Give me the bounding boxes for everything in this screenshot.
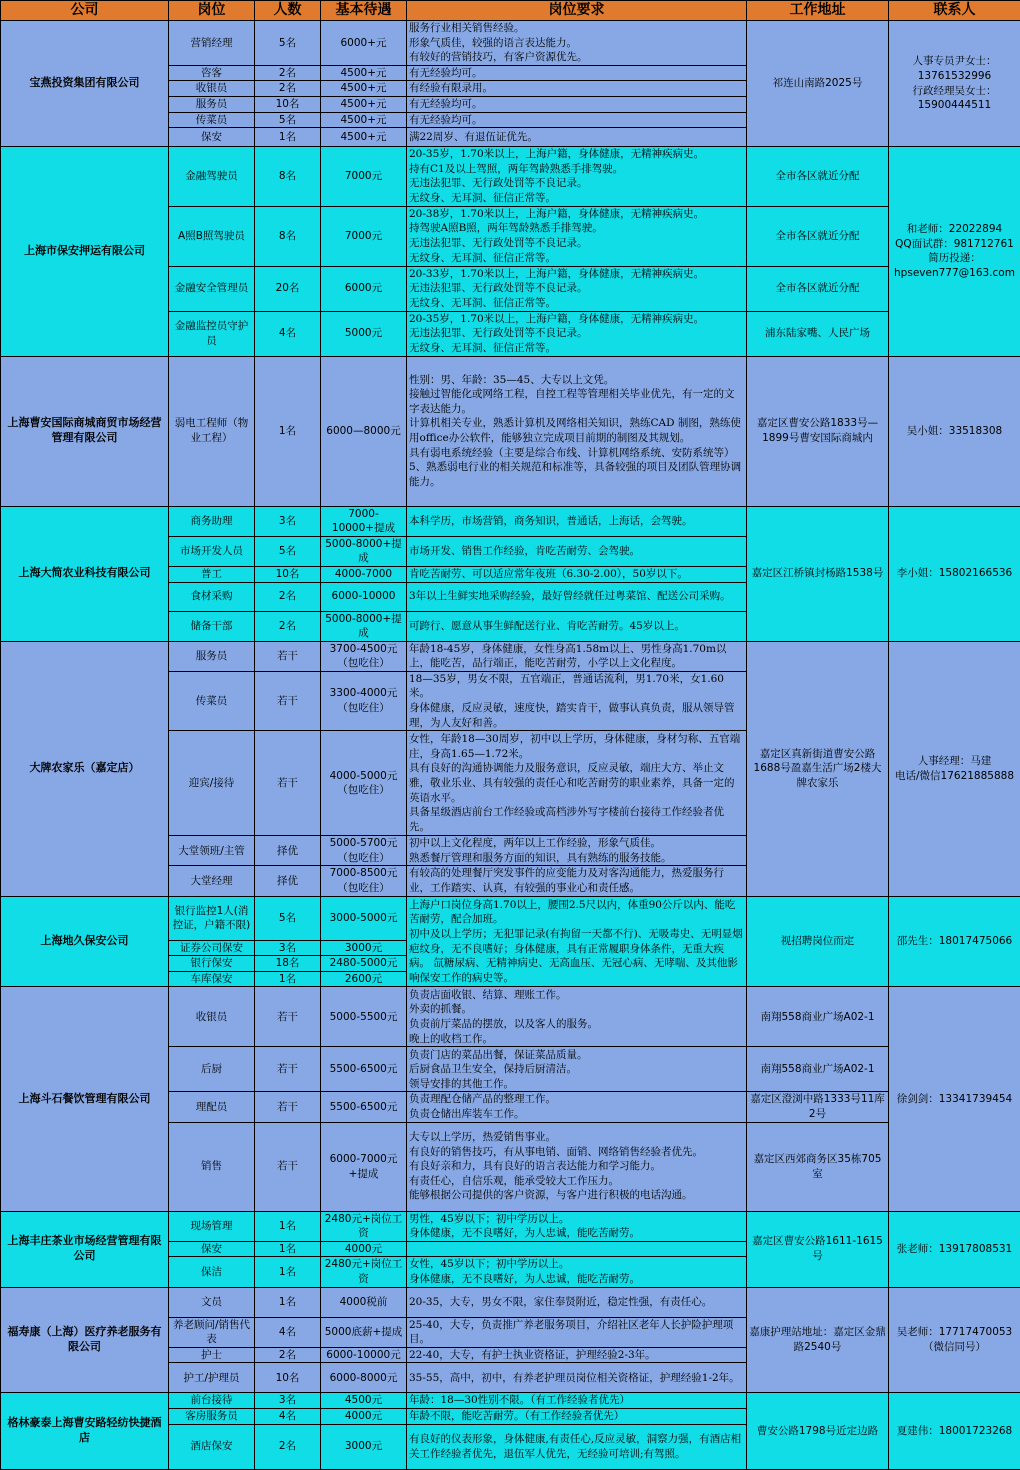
- company-name: 上海地久保安公司: [1, 896, 169, 987]
- job-salary: 6000+元: [321, 21, 407, 66]
- work-address: 南翔558商业广场A02-1: [747, 987, 889, 1047]
- work-address: 视招聘岗位而定: [747, 896, 889, 987]
- company-name: 上海斗石餐饮管理有限公司: [1, 987, 169, 1211]
- job-requirements: 有较高的处理餐厅突发事件的应变能力及对客沟通能力，热爱服务行业，工作踏实、认真，有较强的事业心和责任感。: [407, 866, 747, 896]
- job-salary: 5000-5500元: [321, 987, 407, 1047]
- job-requirements: 有良好的仪表形象，身体健康,有责任心,反应灵敏，洞察力强，有酒店相关工作经验者优先，退伍军人优先，无经验可培训;有驾照。: [407, 1424, 747, 1469]
- work-address: 南翔558商业广场A02-1: [747, 1047, 889, 1092]
- job-title: 咨客: [169, 65, 255, 81]
- job-count: 10名: [255, 566, 321, 582]
- job-count: 4名: [255, 1408, 321, 1424]
- job-requirements: [407, 1241, 747, 1257]
- job-requirements: 20-38岁，1.70米以上，上海户籍，身体健康，无精神疾病史。 持驾驶A照B照，两年驾龄熟悉手排驾驶。 无违法犯罪、无行政处罚等不良记录。 无纹身、无耳洞、征信正常等。: [407, 206, 747, 266]
- job-requirements: 女性，45岁以下；初中学历以上。 身体健康，无不良嗜好，为人忠诚，能吃苦耐劳。: [407, 1257, 747, 1287]
- job-salary: 7000元: [321, 147, 407, 206]
- header-count: 人数: [255, 1, 321, 21]
- job-requirements: 负责店面收银、结算、理账工作。 外卖的抓餐。 负责前厅菜品的摆放，以及客人的服务。 晚上的收档工作。: [407, 987, 747, 1047]
- job-requirements: 有经验有限录用。: [407, 81, 747, 97]
- job-title: 护士: [169, 1347, 255, 1363]
- work-address: 嘉定区真新街道曹安公路1688号盈嘉生活广场2楼大牌农家乐: [747, 641, 889, 896]
- header-salary: 基本待遇: [321, 1, 407, 21]
- job-count: 择优: [255, 836, 321, 866]
- job-title: 大堂领班/主管: [169, 836, 255, 866]
- job-salary: 4000元: [321, 1408, 407, 1424]
- table-body: [1, 21, 1020, 1470]
- job-count: 若干: [255, 1047, 321, 1092]
- contact-person: 邵先生：18017475066: [889, 896, 1020, 987]
- job-salary: 5000-5700元（包吃住）: [321, 836, 407, 866]
- contact-person: 李小姐：15802166536: [889, 506, 1020, 641]
- header-row: [1, 1, 1020, 21]
- job-title: 文员: [169, 1287, 255, 1317]
- job-count: 3名: [255, 506, 321, 536]
- job-count: 1名: [255, 1257, 321, 1287]
- job-title: 服务员: [169, 96, 255, 112]
- job-count: 5名: [255, 896, 321, 940]
- job-count: 5名: [255, 536, 321, 566]
- job-count: 10名: [255, 1363, 321, 1393]
- contact-person: 人事专员尹女士： 13761532996 行政经理吴女士： 15900444511: [889, 21, 1020, 147]
- job-requirements: 性别：男、年龄：35—45、大专以上文凭。 接触过智能化或网络工程，自控工程等管理相关毕业优先，有一定的文字表达能力。 计算机相关专业，熟悉计算机及网络相关知识，熟练CAD 制图，熟练使用office办公软件，能够独立完成项目前期的制图及其规划。 具有弱电系统经验（主要是综合布线、计算机网络系统、安防系统等） 5、熟悉弱电行业的相关规范和标准等，具备较强的项目及团队管理协调能力。: [407, 356, 747, 506]
- job-salary: 3300-4000元（包吃住）: [321, 671, 407, 730]
- job-count: 8名: [255, 206, 321, 266]
- work-address: 嘉定区江桥镇封杨路1538号: [747, 506, 889, 641]
- job-count: 5名: [255, 112, 321, 128]
- job-salary: 6000—8000元: [321, 356, 407, 506]
- job-count: 4名: [255, 1317, 321, 1347]
- job-salary: 5000-8000+提成: [321, 536, 407, 566]
- job-count: 3名: [255, 940, 321, 956]
- work-address: 全市各区就近分配: [747, 147, 889, 206]
- job-title: 银行监控1人(消控证，户籍不限): [169, 896, 255, 940]
- job-title: 食材采购: [169, 582, 255, 611]
- header-contact: 联系人: [889, 1, 1020, 21]
- job-count: 4名: [255, 311, 321, 356]
- job-title: 商务助理: [169, 506, 255, 536]
- job-count: 若干: [255, 987, 321, 1047]
- job-salary: 3000元: [321, 1424, 407, 1469]
- table-row: [1, 147, 1020, 206]
- job-requirements: 上海户口岗位身高1.70以上，腰围2.5尺以内，体重90公斤以内、能吃苦耐劳，配合加班。 初中及以上学历；无犯罪记录(有拘留一天都不行)、无吸毒史、无明显烟疤纹身，无不良嗜好；身体健康，具有正常履职身体条件，无重大疾病。 氙糖尿病、无精神病史、无高血压、无冠心病、无哮喘、及其他影响保安工作的病史等。: [407, 896, 747, 987]
- job-salary: 7000-8500元（包吃住）: [321, 866, 407, 896]
- job-title: 车库保安: [169, 971, 255, 987]
- job-requirements: 20-33岁，1.70米以上，上海户籍，身体健康，无精神疾病史。 无违法犯罪、无行政处罚等不良记录。 无纹身、无耳洞、征信正常等。: [407, 266, 747, 311]
- job-requirements: 年龄：18—30性别不限。（有工作经验者优先）: [407, 1393, 747, 1409]
- job-requirements: 3年以上生鲜实地采购经验，最好曾经就任过粤菜馆、配送公司采购。: [407, 582, 747, 611]
- contact-person: 夏建伟：18001723268: [889, 1393, 1020, 1469]
- job-salary: 4000-7000: [321, 566, 407, 582]
- job-requirements: 男性，45岁以下；初中学历以上。 身体健康，无不良嗜好，为人忠诚，能吃苦耐劳。: [407, 1211, 747, 1241]
- job-count: 3名: [255, 1393, 321, 1409]
- job-requirements: 负责门店的菜品出餐，保证菜品质量。 后厨食品卫生安全，保持后厨清洁。 领导安排的其他工作。: [407, 1047, 747, 1092]
- table-row: [1, 1287, 1020, 1317]
- job-salary: 5000元: [321, 311, 407, 356]
- job-requirements: 女性，年龄18—30周岁，初中以上学历，身体健康，身材匀称、五官端庄，身高1.65—1.72米。 具有良好的沟通协调能力及服务意识，反应灵敏，端庄大方、举止文雅，敬业乐业、具有较强的责任心和吃苦耐劳的职业素养，具备一定的英语水平。 具备星级酒店前台工作经验或高档涉外写字楼前台接待工作经验者优先。: [407, 731, 747, 836]
- job-requirements: 35-55，高中，初中，有养老护理员岗位相关资格证，护理经验1-2年。: [407, 1363, 747, 1393]
- job-requirements: 服务行业相关销售经验。 形象气质佳，较强的语言表达能力。 有较好的营销技巧，有客户资源优先。: [407, 21, 747, 66]
- job-title: 护工/护理员: [169, 1363, 255, 1393]
- job-salary: 7000-10000+提成: [321, 506, 407, 536]
- job-title: 保安: [169, 1241, 255, 1257]
- table-row: [1, 896, 1020, 940]
- job-title: 服务员: [169, 641, 255, 671]
- job-salary: 3000元: [321, 940, 407, 956]
- job-count: 2名: [255, 582, 321, 611]
- header-company: 公司: [1, 1, 169, 21]
- job-count: 1名: [255, 356, 321, 506]
- job-requirements: 可跨行、愿意从事生鲜配送行业、肯吃苦耐劳。45岁以上。: [407, 611, 747, 641]
- job-title: 后厨: [169, 1047, 255, 1092]
- work-address: 嘉定区澄浏中路1333号11库2号: [747, 1092, 889, 1122]
- job-title: 理配员: [169, 1092, 255, 1122]
- table-row: [1, 641, 1020, 671]
- job-title: 市场开发人员: [169, 536, 255, 566]
- job-title: 金融监控员守护员: [169, 311, 255, 356]
- work-address: 浦东陆家嘴、人民广场: [747, 311, 889, 356]
- job-salary: 4500+元: [321, 81, 407, 97]
- job-salary: 6000元: [321, 266, 407, 311]
- contact-person: 吴小姐：33518308: [889, 356, 1020, 506]
- job-requirements: 有无经验均可。: [407, 96, 747, 112]
- work-address: 嘉定区曹安公路1833号—1899号曹安国际商城内: [747, 356, 889, 506]
- job-requirements: 市场开发、销售工作经验，肯吃苦耐劳、会驾驶。: [407, 536, 747, 566]
- job-salary: 4000-5000元（包吃住）: [321, 731, 407, 836]
- job-salary: 5500-6500元: [321, 1092, 407, 1122]
- job-salary: 5000底薪+提成: [321, 1317, 407, 1347]
- company-name: 格林豪泰上海曹安路轻纺快捷酒店: [1, 1393, 169, 1469]
- job-title: 金融驾驶员: [169, 147, 255, 206]
- job-requirements: 有无经验均可。: [407, 65, 747, 81]
- job-count: 18名: [255, 956, 321, 972]
- job-requirements: 年龄18-45岁，身体健康，女性身高1.58m以上、男性身高1.70m以上，能吃苦，品行端正，能吃苦耐劳，小学以上文化程度。: [407, 641, 747, 671]
- job-count: 若干: [255, 731, 321, 836]
- job-salary: 4000税前: [321, 1287, 407, 1317]
- company-name: 上海丰庄茶业市场经营管理有限公司: [1, 1211, 169, 1287]
- work-address: 全市各区就近分配: [747, 206, 889, 266]
- job-count: 若干: [255, 641, 321, 671]
- header-requirements: 岗位要求: [407, 1, 747, 21]
- work-address: 嘉康护理站地址：嘉定区金鼎路2540号: [747, 1287, 889, 1393]
- job-requirements: 25-40，大专，负责推广养老服务项目，介绍社区老年人长护险护理项目。: [407, 1317, 747, 1347]
- job-title: 储备干部: [169, 611, 255, 641]
- job-count: 10名: [255, 96, 321, 112]
- company-name: 大牌农家乐（嘉定店）: [1, 641, 169, 896]
- job-count: 择优: [255, 866, 321, 896]
- contact-person: 和老师：22022894 QQ面试群：981712761 简历投递： hpseven777@163.com: [889, 147, 1020, 356]
- work-address: 曹安公路1798号近定边路: [747, 1393, 889, 1469]
- company-name: 上海市保安押运有限公司: [1, 147, 169, 356]
- job-salary: 2480元+岗位工资: [321, 1257, 407, 1287]
- job-title: A照B照驾驶员: [169, 206, 255, 266]
- table-row: [1, 1393, 1020, 1409]
- job-salary: 6000-10000: [321, 582, 407, 611]
- job-requirements: 18—35岁，男女不限，五官端正，普通话流利，男1.70米，女1.60米。 身体健康，反应灵敏，速度快，踏实肯干，做事认真负责，服从领导管理，为人友好和善。: [407, 671, 747, 730]
- job-title: 弱电工程师（物业工程）: [169, 356, 255, 506]
- job-count: 1名: [255, 1287, 321, 1317]
- job-count: 8名: [255, 147, 321, 206]
- job-requirements: 20-35岁，1.70米以上，上海户籍，身体健康，无精神疾病史。 无违法犯罪、无行政处罚等不良记录。 无纹身、无耳洞、征信正常等。: [407, 311, 747, 356]
- job-title: 酒店保安: [169, 1424, 255, 1469]
- job-title: 现场管理: [169, 1211, 255, 1241]
- job-count: 2名: [255, 81, 321, 97]
- job-salary: 6000-10000元: [321, 1347, 407, 1363]
- job-count: 若干: [255, 1092, 321, 1122]
- job-salary: 7000元: [321, 206, 407, 266]
- company-name: 福寿康（上海）医疗养老服务有限公司: [1, 1287, 169, 1393]
- job-requirements: 有无经验均可。: [407, 112, 747, 128]
- job-requirements: 大专以上学历，热爱销售事业。 有良好的销售技巧，有从事电销、面销、网络销售经验者优先。 有良好亲和力，具有良好的语言表达能力和学习能力。 有责任心，自信乐观，能承受较大工作压力。 能够根据公司提供的客户资源，与客户进行积极的电话沟通。: [407, 1122, 747, 1211]
- header-position: 岗位: [169, 1, 255, 21]
- work-address: 嘉定区西郊商务区35栋705室: [747, 1122, 889, 1211]
- job-count: 2名: [255, 65, 321, 81]
- job-count: 2名: [255, 611, 321, 641]
- job-count: 20名: [255, 266, 321, 311]
- job-count: 1名: [255, 128, 321, 147]
- job-title: 养老顾问/销售代表: [169, 1317, 255, 1347]
- table-row: [1, 1211, 1020, 1241]
- job-count: 若干: [255, 1122, 321, 1211]
- table-row: [1, 506, 1020, 536]
- contact-person: 张老师：13917808531: [889, 1211, 1020, 1287]
- job-requirements: 22-40，大专，有护士执业资格证，护理经验2-3年。: [407, 1347, 747, 1363]
- job-count: 1名: [255, 1241, 321, 1257]
- work-address: 嘉定区曹安公路1611-1615号: [747, 1211, 889, 1287]
- table-row: [1, 356, 1020, 506]
- job-salary: 3000-5000元: [321, 896, 407, 940]
- job-count: 2名: [255, 1347, 321, 1363]
- job-requirements: 年龄不限，能吃苦耐劳。（有工作经验者优先）: [407, 1408, 747, 1424]
- job-requirements: 本科学历，市场营销，商务知识，普通话，上海话，会驾驶。: [407, 506, 747, 536]
- job-title: 金融安全管理员: [169, 266, 255, 311]
- job-title: 传菜员: [169, 671, 255, 730]
- job-requirements: 肯吃苦耐劳、可以适应常年夜班（6.30-2.00），50岁以下。: [407, 566, 747, 582]
- job-requirements: 20-35岁，1.70米以上，上海户籍，身体健康，无精神疾病史。 持有C1及以上驾照，两年驾龄熟悉手排驾驶。 无违法犯罪、无行政处罚等不良记录。 无纹身、无耳洞、征信正常等。: [407, 147, 747, 206]
- company-name: 上海大简农业科技有限公司: [1, 506, 169, 641]
- job-count: 若干: [255, 671, 321, 730]
- job-title: 营销经理: [169, 21, 255, 66]
- job-requirements: 20-35，大专，男女不限，家住奉贤附近，稳定性强，有责任心。: [407, 1287, 747, 1317]
- job-title: 保安: [169, 128, 255, 147]
- table-row: [1, 21, 1020, 66]
- work-address: 全市各区就近分配: [747, 266, 889, 311]
- job-title: 保洁: [169, 1257, 255, 1287]
- job-salary: 3700-4500元（包吃住）: [321, 641, 407, 671]
- job-title: 普工: [169, 566, 255, 582]
- job-title: 收银员: [169, 987, 255, 1047]
- job-title: 证券公司保安: [169, 940, 255, 956]
- job-salary: 6000-7000元+提成: [321, 1122, 407, 1211]
- job-salary: 2480元+岗位工资: [321, 1211, 407, 1241]
- job-salary: 5500-6500元: [321, 1047, 407, 1092]
- contact-person: 人事经理：马建 电话/微信17621885888: [889, 641, 1020, 896]
- job-salary: 2600元: [321, 971, 407, 987]
- job-salary: 4500+元: [321, 128, 407, 147]
- job-title: 迎宾/接待: [169, 731, 255, 836]
- job-title: 大堂经理: [169, 866, 255, 896]
- job-title: 前台接待: [169, 1393, 255, 1409]
- job-count: 2名: [255, 1424, 321, 1469]
- job-salary: 4500元: [321, 1393, 407, 1409]
- job-requirements: 初中以上文化程度，两年以上工作经验，形象气质佳。 熟悉餐厅管理和服务方面的知识，具有熟练的服务技能。: [407, 836, 747, 866]
- job-title: 传菜员: [169, 112, 255, 128]
- company-name: 宝燕投资集团有限公司: [1, 21, 169, 147]
- job-salary: 4500+元: [321, 96, 407, 112]
- company-name: 上海曹安国际商城商贸市场经营管理有限公司: [1, 356, 169, 506]
- contact-person: 徐剑剑：13341739454: [889, 987, 1020, 1211]
- header-address: 工作地址: [747, 1, 889, 21]
- work-address: 祁连山南路2025号: [747, 21, 889, 147]
- job-salary: 6000-8000元: [321, 1363, 407, 1393]
- job-count: 5名: [255, 21, 321, 66]
- job-requirements: 满22周岁、有退伍证优先。: [407, 128, 747, 147]
- job-salary: 4500+元: [321, 112, 407, 128]
- job-requirements: 负责理配仓储产品的整理工作。 负责仓储出库装车工作。: [407, 1092, 747, 1122]
- contact-person: 吴老师：17717470053 （微信同号）: [889, 1287, 1020, 1393]
- job-count: 1名: [255, 1211, 321, 1241]
- table-row: [1, 987, 1020, 1047]
- job-title: 银行保安: [169, 956, 255, 972]
- job-salary: 5000-8000+提成: [321, 611, 407, 641]
- job-salary: 4500+元: [321, 65, 407, 81]
- job-title: 收银员: [169, 81, 255, 97]
- job-salary: 4000元: [321, 1241, 407, 1257]
- job-title: 销售: [169, 1122, 255, 1211]
- job-salary: 2480-5000元: [321, 956, 407, 972]
- job-title: 客房服务员: [169, 1408, 255, 1424]
- job-count: 1名: [255, 971, 321, 987]
